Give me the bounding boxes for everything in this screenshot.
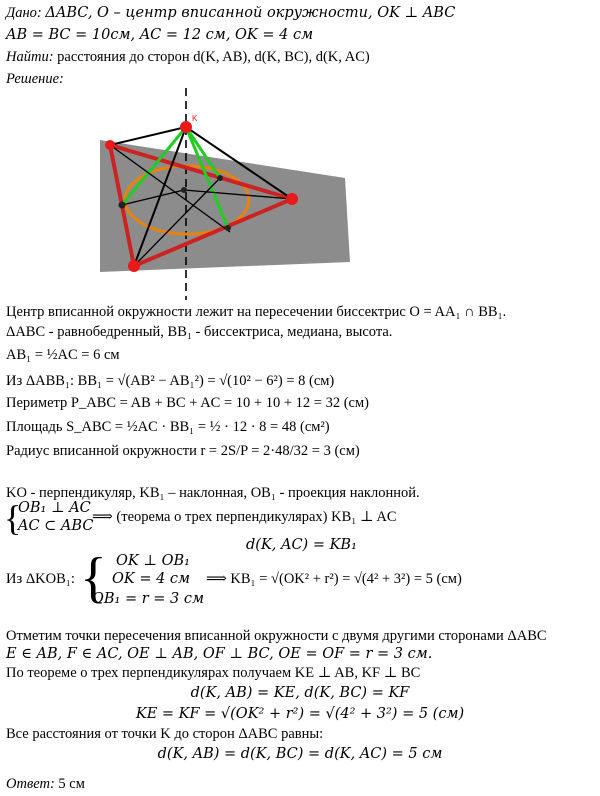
solution-line-14: OK ⊥ OB₁ (116, 553, 190, 569)
given-label: Дано: (6, 5, 42, 21)
find-label: Найти: (6, 49, 54, 65)
solution-line-12: d(K, AC) = KB₁ (246, 537, 357, 553)
point-c (286, 193, 298, 205)
find-line (6, 48, 370, 66)
solution-line-19: E ∈ AB, F ∈ AC, OE ⊥ AB, OF ⊥ BC, OE = OF = r = 3 см. (6, 646, 433, 662)
given-text: ΔABC, O – центр вписанной окружности, OK ⊥ ABC (45, 5, 456, 21)
answer-value: 5 см (58, 776, 85, 792)
label-k: K (192, 114, 198, 123)
point-f (225, 225, 231, 231)
solution-line-24: d(K, AB) = d(K, BC) = d(K, AC) = 5 см (157, 746, 443, 762)
solution-line-16: OB₁ = r = 3 см (92, 591, 204, 607)
solution-line-7: Радиус вписанной окружности r = 2S/P = 2·48/32 = 3 (см) (6, 443, 360, 459)
answer-line (6, 775, 85, 793)
solution-line-1: Центр вписанной окружности лежит на пересечении биссектрис O = AA₁ ∩ BB₁. (6, 304, 507, 320)
point-e (119, 202, 126, 209)
solution-line-10: AC ⊂ ABC (18, 518, 94, 534)
given-line (6, 4, 455, 22)
solution-line-23: Все расстояния от точки K до сторон ΔABC равны: (6, 726, 324, 742)
solution-line-4: Из ΔABB₁: BB₁ = √(AB² − AB₁²) = √(10² − 6²) = 8 (см) (6, 373, 335, 389)
solution-line-5: Периметр P_ABC = AB + BC + AC = 10 + 10 + 12 = 32 (см) (6, 395, 369, 411)
brace: { (80, 547, 107, 609)
solution-label: Решение: (6, 71, 64, 87)
solution-line-6: Площадь S_ABC = ½AC · BB₁ = ½ · 12 · 8 = 48 (см²) (6, 419, 330, 435)
solution-line-13: Из ΔKOB₁: (6, 571, 75, 587)
solution-line-3: AB₁ = ½AC = 6 см (6, 347, 120, 363)
geometry-figure (0, 88, 600, 303)
find-text: расстояния до сторон d(K, AB), d(K, BC), d(K, AC) (57, 49, 370, 65)
solution-line-9: OB₁ ⊥ AC (18, 500, 91, 516)
solution-line-17: ⟹ KB₁ = √(OK² + r²) = √(4² + 3²) = 5 (см) (206, 571, 462, 587)
point-b (128, 260, 140, 272)
solution-line-8: KO - перпендикуляр, KB₁ – наклонная, OB₁ - проекция наклонной. (6, 485, 420, 501)
solution-line-2: ΔABC - равнобедренный, BB₁ - биссектриса, медиана, высота. (6, 324, 393, 340)
point-k (180, 121, 192, 133)
point-o (181, 187, 187, 193)
plane (100, 140, 350, 272)
solution-line-20: По теореме о трех перпендикулярах получаем KE ⊥ AB, KF ⊥ BC (6, 665, 421, 681)
solution-line-22: KE = KF = √(OK² + r²) = √(4² + 3²) = 5 (см) (135, 706, 465, 722)
brace: { (4, 498, 22, 538)
given-line-2: AB = BC = 10см, AC = 12 см, OK = 4 см (6, 27, 314, 43)
solution-line-15: OK = 4 см (112, 571, 191, 587)
solution-line-11: ⟹ (теорема о трех перпендикулярах) KB₁ ⊥ AC (92, 509, 397, 525)
answer-label: Ответ: (6, 776, 55, 792)
solution-line-18: Отметим точки пересечения вписанной окружности с двумя другими сторонами ΔABC (6, 628, 547, 644)
point-b1 (217, 175, 223, 181)
solution-line-21: d(K, AB) = KE, d(K, BC) = KF (190, 685, 410, 701)
point-a (105, 140, 115, 150)
